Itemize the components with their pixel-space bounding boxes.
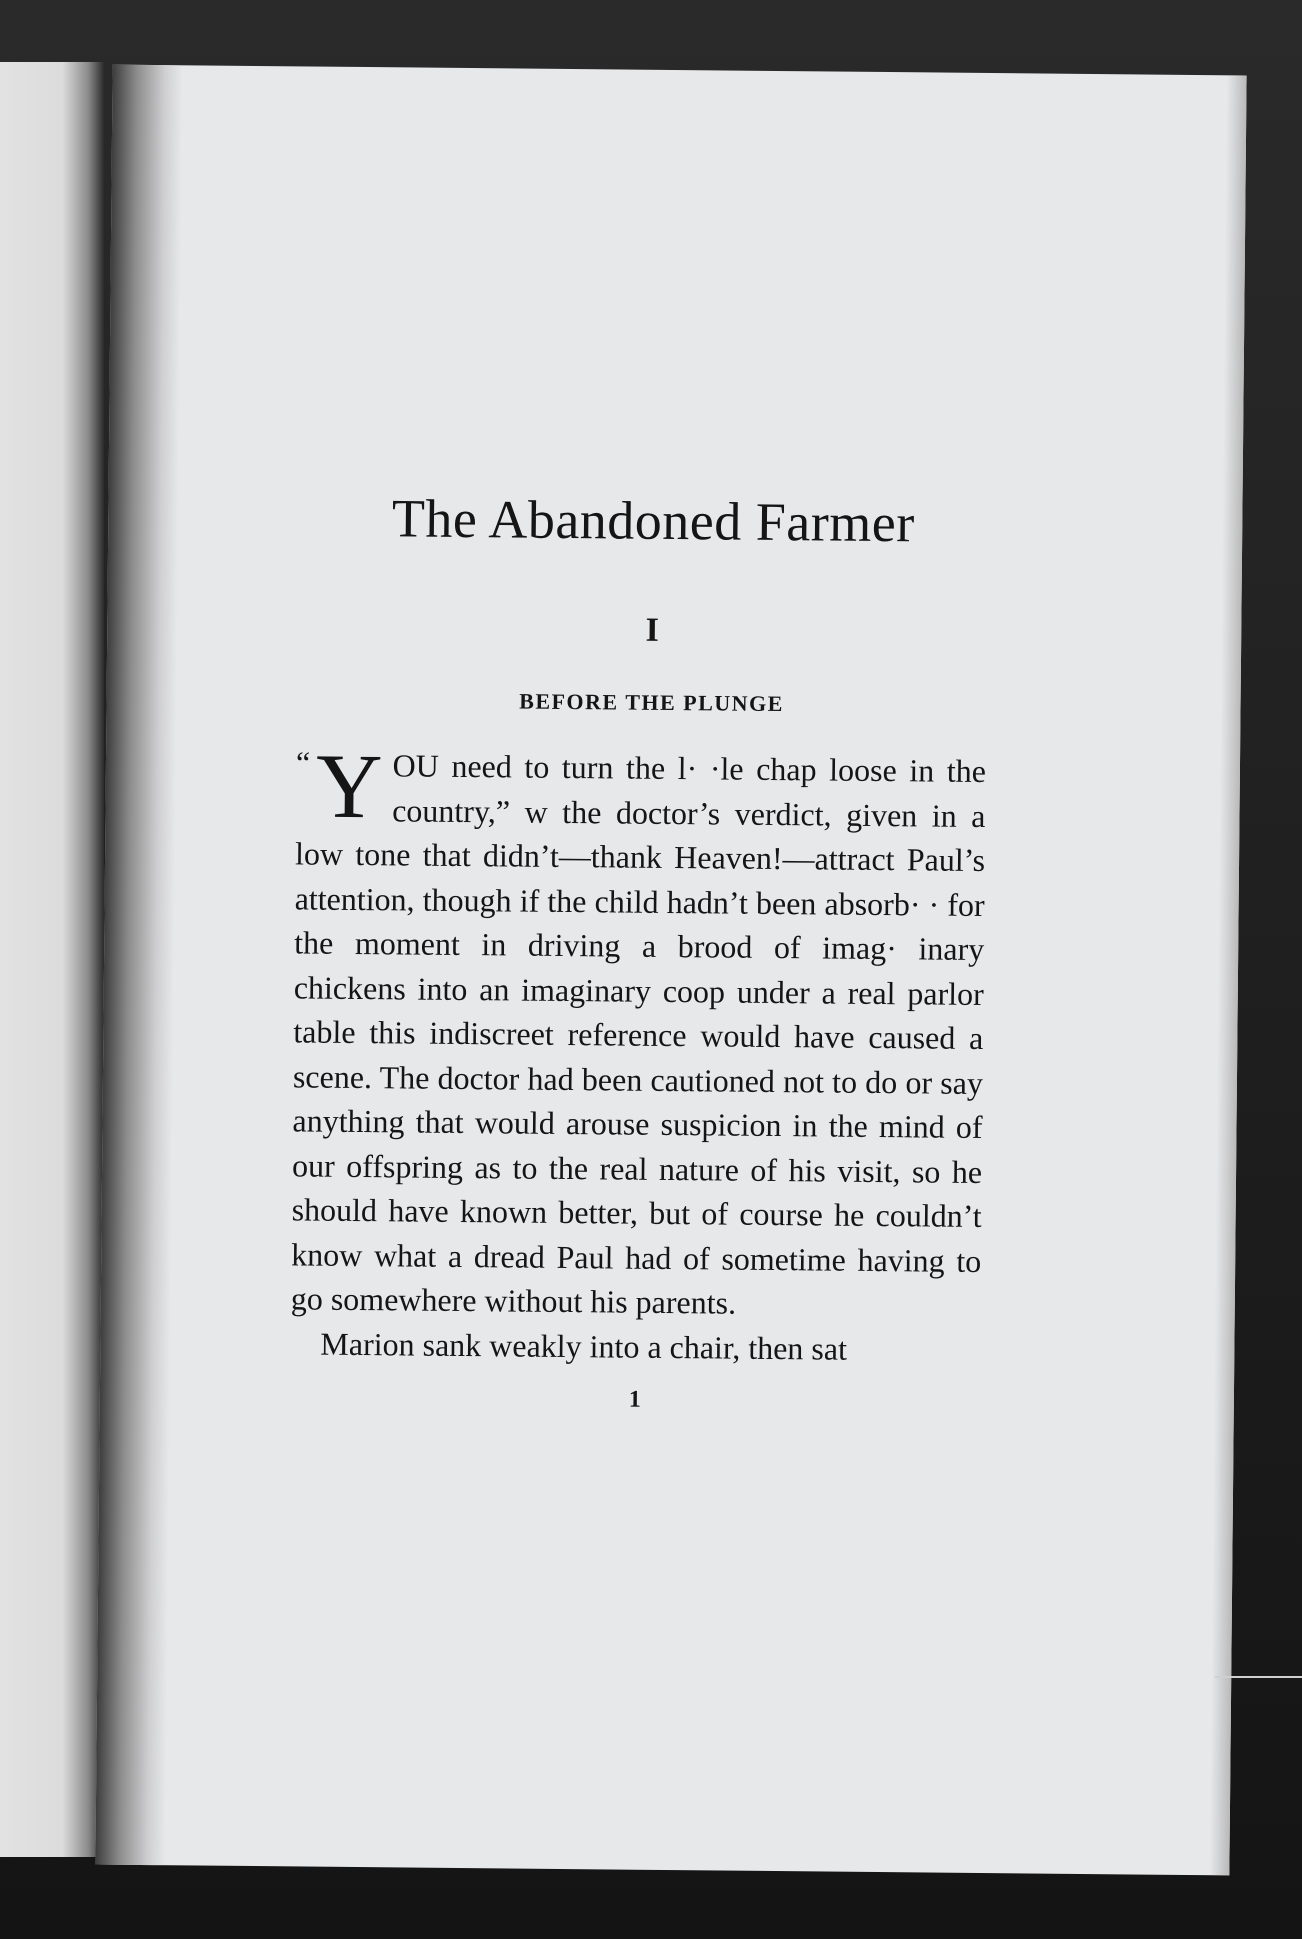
scan-line: [1215, 1676, 1302, 1678]
chapter-number: I: [645, 611, 660, 649]
drop-cap: Y: [315, 734, 383, 838]
book-page: [95, 65, 1246, 1876]
facing-page-edge: [0, 62, 104, 1857]
page-text: [290, 486, 989, 1417]
opening-quote: “: [295, 744, 311, 781]
paragraph-1: [290, 734, 987, 1327]
paragraph-1-text: OU need to turn the l· ·le chap loose in the country,” w the doctor’s verdict, given in a low tone that didn’t—thank Heaven!—attract Paul’s attention, though if the child hadn’t been absorb· · for the moment in driving a brood of imag· inary chickens into an imaginary coop under a real parlor table this indiscreet reference would have caused a scene. The doctor had been cautioned not to do or say anything that would arouse suspicion in the mind of our offspring as to the real nature of his visit, so he should have known better, but of course he couldn’t know what a dread Paul had of sometime having to go somewhere without his parents.: [290, 747, 987, 1321]
book-title: The Abandoned Farmer: [391, 488, 916, 554]
page-number: 1: [628, 1386, 641, 1413]
chapter-title: BEFORE THE PLUNGE: [519, 688, 785, 717]
paragraph-2: Marion sank weakly into a chair, then sat: [320, 1325, 848, 1367]
